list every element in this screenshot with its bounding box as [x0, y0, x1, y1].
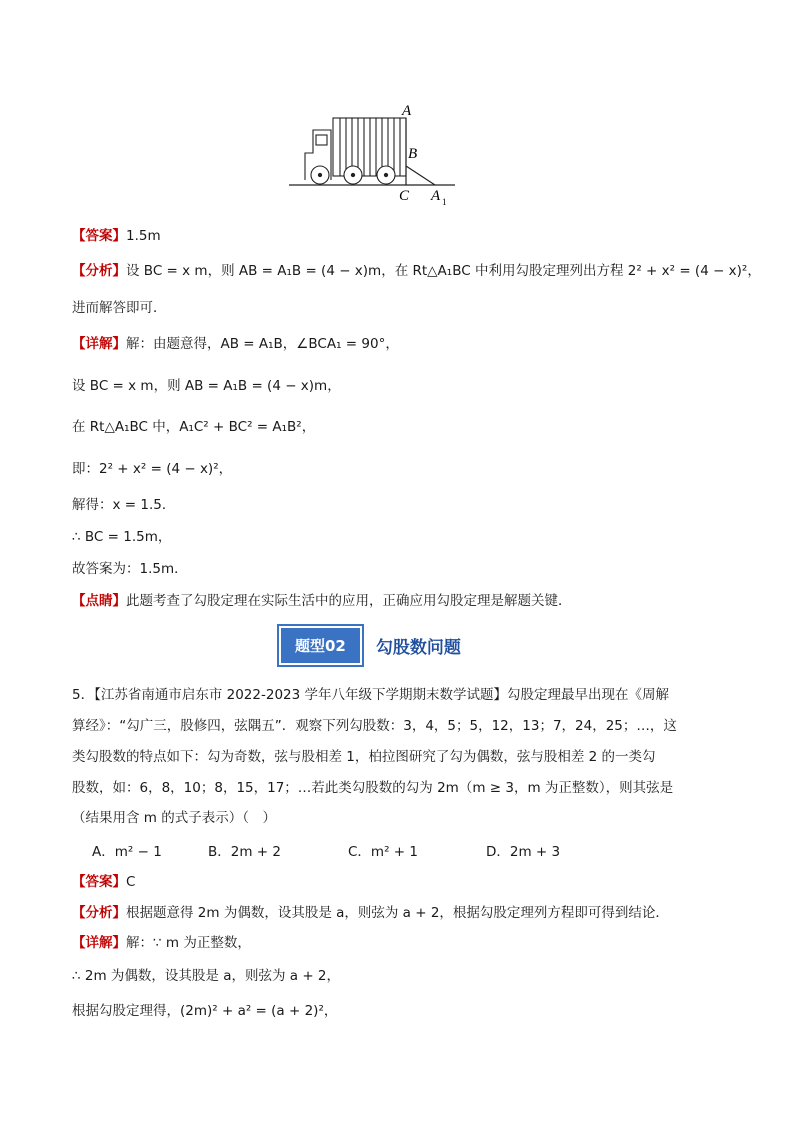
label-A: A [402, 103, 412, 119]
q4-detail-line6: ∴ BC = 1.5m， [72, 529, 172, 545]
label-A1-subscript: 1 [442, 197, 447, 207]
option-a: A．m² − 1 [92, 844, 162, 860]
q4-comment [72, 591, 734, 611]
truck-ladder-diagram [285, 100, 460, 212]
q5-answer [72, 872, 734, 892]
q4-answer [72, 226, 734, 246]
detail-tag: 【详解】 [72, 336, 126, 352]
q5-stem-line1: 5．【江苏省南通市启东市 2022-2023 学年八年级下学期期末数学试题】勾股定理最早出现在《周解 [72, 687, 670, 703]
q4-detail-line5: 解得：x = 1.5． [72, 497, 176, 513]
q4-detail-line7: 故答案为：1.5m． [72, 561, 188, 577]
detail-text: 解：由题意得，AB = A₁B，∠BCA₁ = 90°， [126, 336, 399, 352]
analysis-tag: 【分析】 [72, 905, 126, 921]
q5-detail-line2: ∴ 2m 为偶数，设其股是 a，则弦为 a + 2， [72, 968, 341, 984]
q5-detail-line3: 根据勾股定理得，(2m)² + a² = (a + 2)²， [72, 1003, 338, 1019]
label-B: B [408, 146, 418, 162]
analysis-tag: 【分析】 [72, 263, 126, 279]
answer-tag: 【答案】 [72, 874, 126, 890]
q5-detail-line1 [72, 933, 734, 953]
option-d: D．2m + 3 [486, 844, 561, 860]
answer-value: 1.5m [126, 228, 161, 244]
analysis-text: 根据题意得 2m 为偶数，设其股是 a，则弦为 a + 2，根据勾股定理列方程即可得到结论． [126, 905, 669, 921]
truck-cargo-box [333, 118, 406, 176]
q4-analysis-line2: 进而解答即可． [72, 300, 167, 316]
q5-analysis [72, 903, 734, 923]
q4-detail-line1 [72, 334, 734, 354]
q4-detail-line3: 在 Rt△A₁BC 中，A₁C² + BC² = A₁B²， [72, 419, 316, 435]
detail-text: 解：∵ m 为正整数， [126, 935, 251, 951]
q5-stem-line2: 算经》：“勾广三，股修四，弦隅五”．观察下列勾股数：3，4，5；5，12，13；7，24，25；…，这 [72, 718, 677, 734]
truck-wheels [311, 166, 395, 184]
q4-detail-line4: 即：2² + x² = (4 − x)²， [72, 461, 233, 477]
comment-text: 此题考查了勾股定理在实际生活中的应用，正确应用勾股定理是解题关键． [126, 593, 572, 609]
q5-stem-line5: （结果用含 m 的式子表示）（ ） [72, 810, 276, 826]
q5-stem-line4: 股数，如：6，8，10；8，15，17；…若此类勾股数的勾为 2m（m ≥ 3，m 为正整数），则其弦是 [72, 780, 674, 796]
answer-tag: 【答案】 [72, 228, 126, 244]
answer-value: C [126, 874, 136, 890]
label-A1: A [431, 188, 441, 204]
section-badge: 题型02 [279, 626, 362, 665]
section-title: 勾股数问题 [375, 637, 461, 658]
option-b: B．2m + 2 [208, 844, 281, 860]
option-c: C．m² + 1 [348, 844, 418, 860]
q4-analysis-line1 [72, 261, 761, 281]
section-header [279, 625, 461, 665]
q5-stem-line3: 类勾股数的特点如下：勾为奇数，弦与股相差 1，柏拉图研究了勾为偶数，弦与股相差 2 的一类勾 [72, 749, 656, 765]
analysis-text: 设 BC = x m，则 AB = A₁B = (4 − x)m，在 Rt△A₁BC 中利用勾股定理列出方程 2² + x² = (4 − x)²， [126, 263, 761, 279]
comment-tag: 【点睛】 [72, 593, 126, 609]
detail-tag: 【详解】 [72, 935, 126, 951]
q4-detail-line2: 设 BC = x m，则 AB = A₁B = (4 − x)m， [72, 378, 341, 394]
label-C: C [399, 188, 410, 204]
